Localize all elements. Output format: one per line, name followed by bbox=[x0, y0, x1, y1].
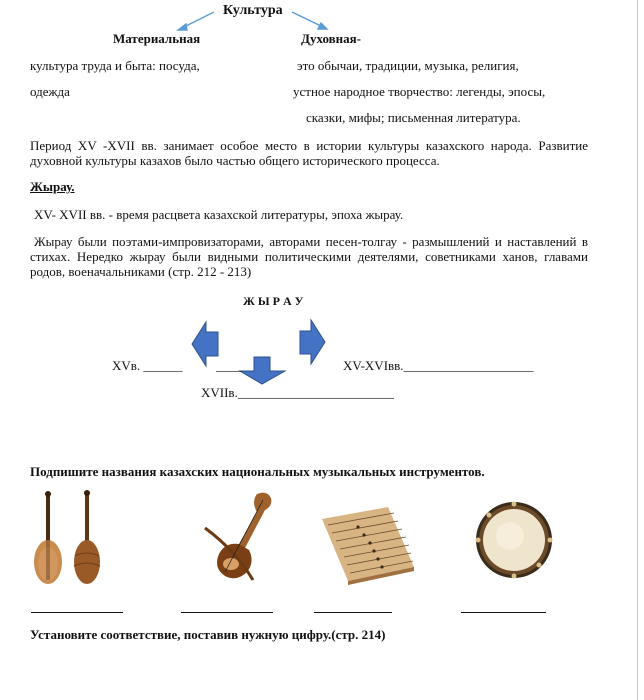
scheme-bottom-label: XVIIв.________________________ bbox=[201, 385, 394, 400]
dombra-image bbox=[28, 490, 108, 590]
dauylpaz-image bbox=[472, 498, 556, 582]
spiritual-text-line3: сказки, мифы; письменная литература. bbox=[306, 110, 521, 125]
spiritual-label: Духовная- bbox=[301, 31, 361, 46]
scheme-right-label: XV-XVIвв.____________________ bbox=[343, 358, 534, 373]
scheme-title: Ж Ы Р А У bbox=[243, 294, 304, 308]
zhyrau-era: XV- XVII вв. - время расцвета казахской литературы, эпоха жырау. bbox=[34, 207, 404, 222]
zhyrau-heading: Жырау. bbox=[30, 179, 75, 194]
zhyrau-paragraph: Жырау были поэтами-импровизаторами, авторами песен-толгау - размышлений и наставлений в стихах. Нередко жырау были видными политическими деятелями, советниками ханов, главами родов, военачальниками (стр. 212 - 213) bbox=[30, 234, 588, 279]
instruments-task: Подпишите названия казахских национальных музыкальных инструментов. bbox=[30, 464, 485, 479]
scheme-down-arrow bbox=[240, 357, 285, 384]
dombra-front bbox=[34, 491, 62, 584]
culture-title: Культура bbox=[223, 3, 283, 18]
scheme-left-tail: ____ bbox=[216, 358, 242, 373]
scheme-left-label: XVв. ______ bbox=[112, 358, 183, 373]
answer-blank-3[interactable] bbox=[314, 612, 392, 613]
zhetigen-image bbox=[318, 505, 418, 585]
scheme-right-arrow bbox=[300, 320, 325, 364]
answer-blank-1[interactable] bbox=[31, 612, 123, 613]
material-text-line1: культура труда и быта: посуда, bbox=[30, 58, 200, 73]
material-text-line2: одежда bbox=[30, 84, 70, 99]
answer-blank-4[interactable] bbox=[461, 612, 546, 613]
intro-paragraph: Период XV -XVII вв. занимает особое место в истории культуры казахского народа. Развитие духовной культуры казахов было частью общего исторического процесса. bbox=[30, 138, 588, 168]
dombra-back bbox=[74, 490, 100, 584]
spiritual-text-line1: это обычаи, традиции, музыка, религия, bbox=[297, 58, 519, 73]
spiritual-text-line2: устное народное творчество: легенды, эпосы, bbox=[293, 84, 546, 99]
answer-blank-2[interactable] bbox=[181, 612, 273, 613]
kobyz-image bbox=[195, 488, 285, 588]
matching-task: Установите соответствие, поставив нужную цифру.(стр. 214) bbox=[30, 627, 386, 642]
scheme-left-arrow bbox=[192, 322, 218, 366]
material-label: Материальная bbox=[113, 31, 201, 46]
